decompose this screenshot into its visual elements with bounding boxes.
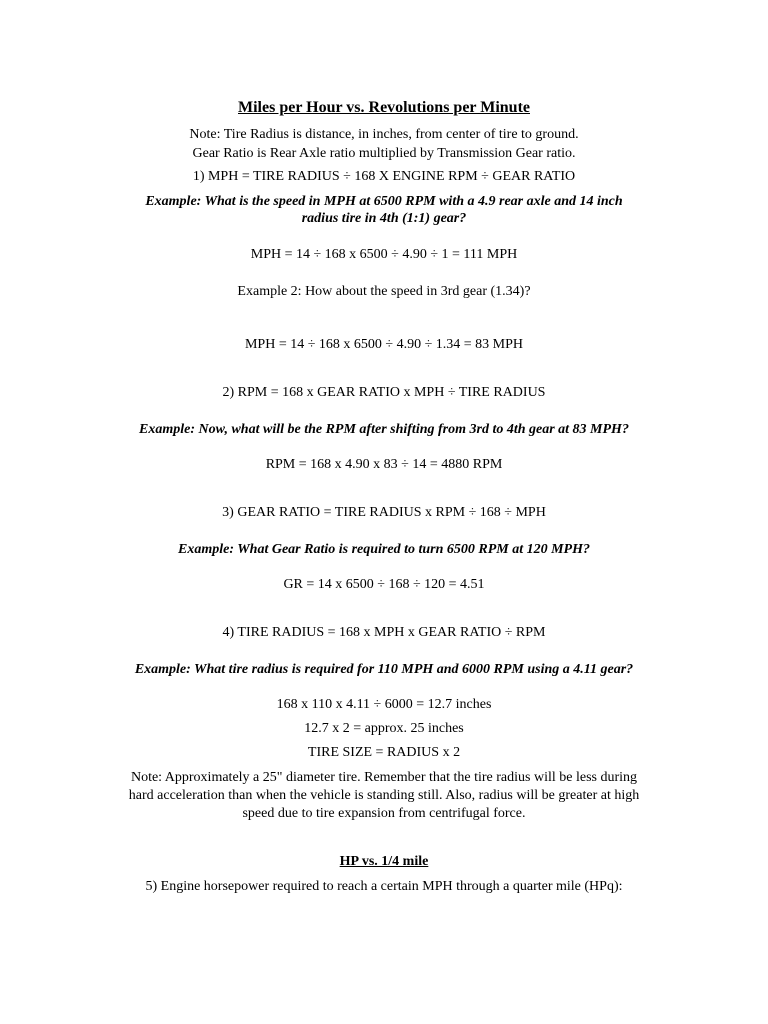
page-title: Miles per Hour vs. Revolutions per Minute	[238, 99, 530, 116]
example-1-line-2: radius tire in 4th (1:1) gear?	[301, 211, 467, 226]
answer-4: GR = 14 x 6500 ÷ 168 ÷ 120 = 4.51	[283, 577, 485, 592]
formula-3: 3) GEAR RATIO = TIRE RADIUS x RPM ÷ 168 ÷ MPH	[222, 505, 546, 520]
answer-2: MPH = 14 ÷ 168 x 6500 ÷ 4.90 ÷ 1.34 = 83 MPH	[244, 337, 524, 352]
formula-2: 2) RPM = 168 x GEAR RATIO x MPH ÷ TIRE RADIUS	[222, 385, 546, 400]
note-2-line-1: Note: Approximately a 25" diameter tire. Remember that the tire radius will be less during	[130, 770, 638, 785]
section-title-hp-quarter-mile: HP vs. 1/4 mile	[339, 854, 429, 869]
note-line-1: Note: Tire Radius is distance, in inches, from center of tire to ground.	[189, 127, 579, 142]
note-line-2: Gear Ratio is Rear Axle ratio multiplied by Transmission Gear ratio.	[192, 146, 576, 161]
example-3: Example: Now, what will be the RPM after shifting from 3rd to 4th gear at 83 MPH?	[139, 422, 629, 437]
formula-1: 1) MPH = TIRE RADIUS ÷ 168 X ENGINE RPM ÷ GEAR RATIO	[192, 169, 576, 184]
formula-4: 4) TIRE RADIUS = 168 x MPH x GEAR RATIO ÷ RPM	[222, 625, 546, 640]
answer-5-line-2: 12.7 x 2 = approx. 25 inches	[304, 721, 464, 736]
answer-5-line-3: TIRE SIZE = RADIUS x 2	[307, 745, 461, 760]
answer-5-line-1: 168 x 110 x 4.11 ÷ 6000 = 12.7 inches	[276, 697, 492, 712]
answer-1: MPH = 14 ÷ 168 x 6500 ÷ 4.90 ÷ 1 = 111 MPH	[250, 247, 518, 262]
example-4: Example: What Gear Ratio is required to turn 6500 RPM at 120 MPH?	[177, 542, 590, 557]
note-2-line-2: hard acceleration than when the vehicle is standing still. Also, radius will be greater at high	[128, 788, 640, 803]
example-1-line-1: Example: What is the speed in MPH at 6500 RPM with a 4.9 rear axle and 14 inch	[145, 194, 623, 209]
example-5: Example: What tire radius is required for 110 MPH and 6000 RPM using a 4.11 gear?	[134, 662, 634, 677]
formula-5: 5) Engine horsepower required to reach a certain MPH through a quarter mile (HPq):	[145, 879, 623, 894]
note-2-line-3: speed due to tire expansion from centrifugal force.	[242, 806, 526, 821]
answer-3: RPM = 168 x 4.90 x 83 ÷ 14 = 4880 RPM	[265, 457, 503, 472]
example-2: Example 2: How about the speed in 3rd gear (1.34)?	[237, 284, 531, 299]
